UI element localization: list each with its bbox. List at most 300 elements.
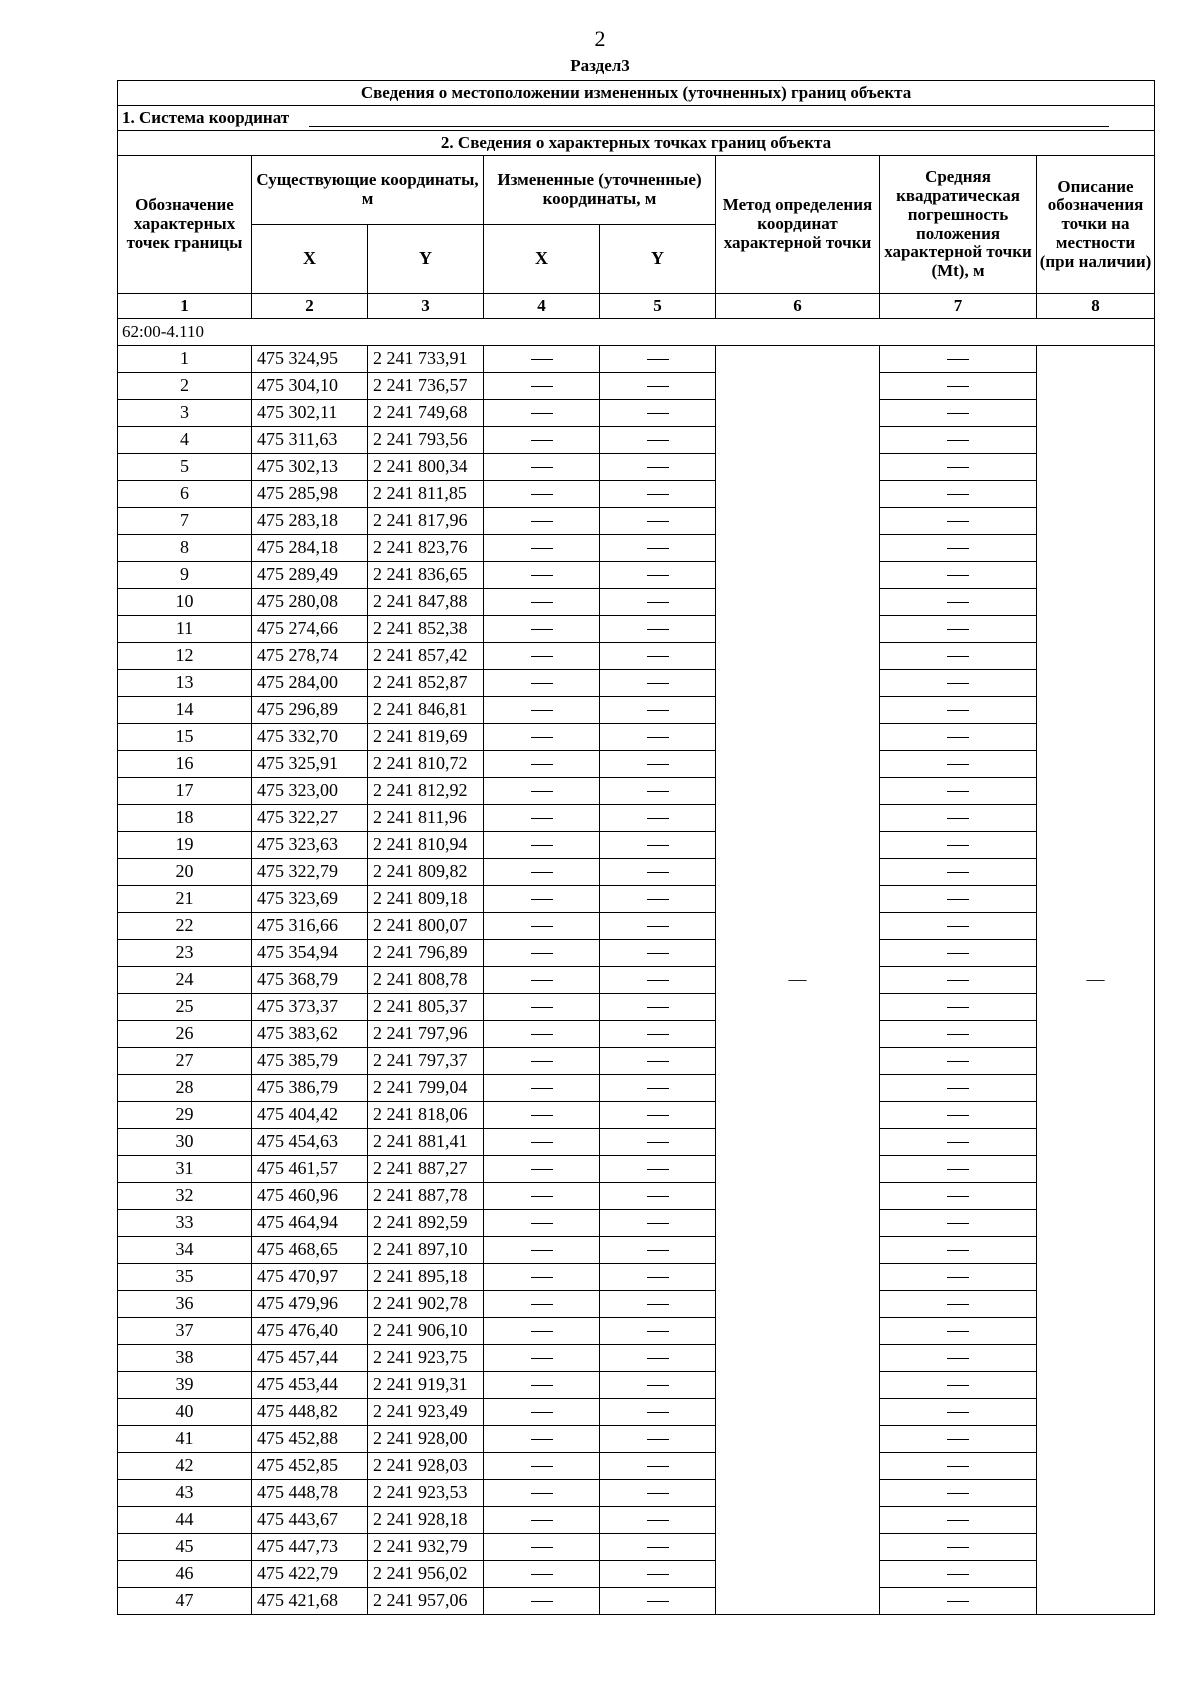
existing-y: 2 241 895,18 bbox=[368, 1264, 484, 1291]
method-merged: — bbox=[716, 346, 880, 1615]
dash-mark bbox=[531, 575, 553, 576]
dash-mark bbox=[947, 548, 969, 549]
dash-mark bbox=[647, 872, 669, 873]
changed-y bbox=[600, 913, 716, 940]
point-number: 23 bbox=[118, 940, 252, 967]
dash-mark bbox=[947, 467, 969, 468]
changed-x bbox=[484, 859, 600, 886]
existing-x: 475 404,42 bbox=[252, 1102, 368, 1129]
accuracy bbox=[880, 1102, 1037, 1129]
point-number: 46 bbox=[118, 1561, 252, 1588]
dash-mark bbox=[947, 1601, 969, 1602]
changed-y bbox=[600, 1291, 716, 1318]
existing-x: 475 385,79 bbox=[252, 1048, 368, 1075]
accuracy bbox=[880, 481, 1037, 508]
dash-mark bbox=[647, 1331, 669, 1332]
existing-y: 2 241 852,38 bbox=[368, 616, 484, 643]
changed-y bbox=[600, 1264, 716, 1291]
changed-y bbox=[600, 1021, 716, 1048]
existing-y: 2 241 796,89 bbox=[368, 940, 484, 967]
changed-x bbox=[484, 1453, 600, 1480]
table-row bbox=[118, 1129, 1155, 1156]
existing-y: 2 241 812,92 bbox=[368, 778, 484, 805]
point-number: 17 bbox=[118, 778, 252, 805]
dash-mark bbox=[947, 602, 969, 603]
dash-mark bbox=[531, 494, 553, 495]
table-row bbox=[118, 994, 1155, 1021]
dash-mark bbox=[947, 1007, 969, 1008]
changed-y bbox=[600, 751, 716, 778]
dash-mark bbox=[531, 953, 553, 954]
point-number: 36 bbox=[118, 1291, 252, 1318]
accuracy bbox=[880, 1291, 1037, 1318]
dash-mark bbox=[947, 845, 969, 846]
dash-mark bbox=[531, 737, 553, 738]
changed-x bbox=[484, 400, 600, 427]
existing-x: 475 274,66 bbox=[252, 616, 368, 643]
dash-mark bbox=[647, 1142, 669, 1143]
existing-x: 475 448,82 bbox=[252, 1399, 368, 1426]
table-title: Сведения о местоположении измененных (уточненных) границ объекта bbox=[118, 81, 1155, 106]
accuracy bbox=[880, 427, 1037, 454]
point-number: 39 bbox=[118, 1372, 252, 1399]
point-number: 26 bbox=[118, 1021, 252, 1048]
dash-mark bbox=[647, 926, 669, 927]
dash-mark bbox=[647, 1547, 669, 1548]
existing-y: 2 241 817,96 bbox=[368, 508, 484, 535]
dash-mark bbox=[947, 1088, 969, 1089]
existing-x: 475 470,97 bbox=[252, 1264, 368, 1291]
dash-mark bbox=[531, 1007, 553, 1008]
changed-y bbox=[600, 535, 716, 562]
table-row bbox=[118, 427, 1155, 454]
header-changed-y: Y bbox=[600, 225, 716, 294]
dash-mark bbox=[647, 1088, 669, 1089]
dash-mark bbox=[647, 818, 669, 819]
changed-x bbox=[484, 1480, 600, 1507]
table-row bbox=[118, 1048, 1155, 1075]
section-title: Раздел3 bbox=[570, 56, 630, 75]
existing-y: 2 241 810,94 bbox=[368, 832, 484, 859]
dash-mark bbox=[647, 845, 669, 846]
existing-x: 475 368,79 bbox=[252, 967, 368, 994]
dash-mark bbox=[647, 1061, 669, 1062]
accuracy bbox=[880, 832, 1037, 859]
existing-y: 2 241 810,72 bbox=[368, 751, 484, 778]
dash-mark bbox=[647, 494, 669, 495]
changed-x bbox=[484, 994, 600, 1021]
header-existing-coords: Существующие координаты, м bbox=[252, 156, 484, 225]
col-number-6: 6 bbox=[716, 294, 880, 319]
changed-x bbox=[484, 1507, 600, 1534]
point-number: 29 bbox=[118, 1102, 252, 1129]
existing-y: 2 241 749,68 bbox=[368, 400, 484, 427]
dash-mark bbox=[647, 683, 669, 684]
header-changed-x: X bbox=[484, 225, 600, 294]
table-row bbox=[118, 1453, 1155, 1480]
changed-y bbox=[600, 1183, 716, 1210]
header-existing-x: X bbox=[252, 225, 368, 294]
table-row bbox=[118, 724, 1155, 751]
point-number: 4 bbox=[118, 427, 252, 454]
existing-y: 2 241 733,91 bbox=[368, 346, 484, 373]
coordinate-system-blank-line bbox=[309, 112, 1109, 127]
point-number: 11 bbox=[118, 616, 252, 643]
dash-mark bbox=[647, 656, 669, 657]
existing-x: 475 302,11 bbox=[252, 400, 368, 427]
dash-mark bbox=[947, 1169, 969, 1170]
changed-x bbox=[484, 832, 600, 859]
existing-x: 475 454,63 bbox=[252, 1129, 368, 1156]
accuracy bbox=[880, 1372, 1037, 1399]
existing-y: 2 241 818,06 bbox=[368, 1102, 484, 1129]
point-number: 6 bbox=[118, 481, 252, 508]
col-number-7: 7 bbox=[880, 294, 1037, 319]
existing-x: 475 304,10 bbox=[252, 373, 368, 400]
existing-x: 475 354,94 bbox=[252, 940, 368, 967]
changed-y bbox=[600, 1156, 716, 1183]
accuracy bbox=[880, 1534, 1037, 1561]
existing-x: 475 443,67 bbox=[252, 1507, 368, 1534]
dash-mark bbox=[531, 1088, 553, 1089]
changed-x bbox=[484, 1264, 600, 1291]
existing-x: 475 453,44 bbox=[252, 1372, 368, 1399]
parcel-id: 62:00-4.110 bbox=[118, 319, 1155, 346]
changed-x bbox=[484, 1210, 600, 1237]
changed-x bbox=[484, 1048, 600, 1075]
table-row bbox=[118, 805, 1155, 832]
existing-x: 475 283,18 bbox=[252, 508, 368, 535]
col-number-8: 8 bbox=[1037, 294, 1155, 319]
changed-x bbox=[484, 1426, 600, 1453]
accuracy bbox=[880, 994, 1037, 1021]
dash-mark bbox=[947, 1493, 969, 1494]
existing-x: 475 422,79 bbox=[252, 1561, 368, 1588]
dash-mark bbox=[647, 1601, 669, 1602]
point-number: 35 bbox=[118, 1264, 252, 1291]
changed-x bbox=[484, 1534, 600, 1561]
existing-y: 2 241 836,65 bbox=[368, 562, 484, 589]
point-number: 41 bbox=[118, 1426, 252, 1453]
table-row bbox=[118, 1291, 1155, 1318]
header-changed-coords: Измененные (уточненные) координаты, м bbox=[484, 156, 716, 225]
changed-y bbox=[600, 1453, 716, 1480]
existing-x: 475 447,73 bbox=[252, 1534, 368, 1561]
dash-mark bbox=[647, 1169, 669, 1170]
changed-y bbox=[600, 454, 716, 481]
changed-x bbox=[484, 1102, 600, 1129]
dash-mark bbox=[531, 629, 553, 630]
existing-y: 2 241 819,69 bbox=[368, 724, 484, 751]
changed-x bbox=[484, 616, 600, 643]
existing-y: 2 241 923,53 bbox=[368, 1480, 484, 1507]
point-number: 9 bbox=[118, 562, 252, 589]
table-row bbox=[118, 1264, 1155, 1291]
changed-y bbox=[600, 616, 716, 643]
accuracy bbox=[880, 1399, 1037, 1426]
dash-mark bbox=[531, 1061, 553, 1062]
changed-y bbox=[600, 778, 716, 805]
point-number: 45 bbox=[118, 1534, 252, 1561]
point-number: 14 bbox=[118, 697, 252, 724]
existing-y: 2 241 928,00 bbox=[368, 1426, 484, 1453]
dash-mark bbox=[531, 656, 553, 657]
existing-x: 475 323,00 bbox=[252, 778, 368, 805]
dash-mark bbox=[647, 1493, 669, 1494]
accuracy bbox=[880, 1480, 1037, 1507]
existing-x: 475 325,91 bbox=[252, 751, 368, 778]
accuracy bbox=[880, 1048, 1037, 1075]
dash-mark bbox=[647, 1007, 669, 1008]
existing-y: 2 241 887,27 bbox=[368, 1156, 484, 1183]
dash-mark bbox=[647, 791, 669, 792]
table-row bbox=[118, 1156, 1155, 1183]
changed-x bbox=[484, 1345, 600, 1372]
existing-y: 2 241 928,03 bbox=[368, 1453, 484, 1480]
dash-mark bbox=[531, 1142, 553, 1143]
point-number: 20 bbox=[118, 859, 252, 886]
point-number: 32 bbox=[118, 1183, 252, 1210]
dash-mark bbox=[531, 440, 553, 441]
existing-x: 475 468,65 bbox=[252, 1237, 368, 1264]
dash-mark bbox=[647, 1358, 669, 1359]
existing-x: 475 460,96 bbox=[252, 1183, 368, 1210]
existing-y: 2 241 928,18 bbox=[368, 1507, 484, 1534]
existing-y: 2 241 852,87 bbox=[368, 670, 484, 697]
dash-mark bbox=[531, 1304, 553, 1305]
dash-mark bbox=[647, 1277, 669, 1278]
header-accuracy: Средняя квадратическая погрешность положения характерной точки (Mt), м bbox=[880, 156, 1037, 294]
existing-y: 2 241 805,37 bbox=[368, 994, 484, 1021]
existing-x: 475 324,95 bbox=[252, 346, 368, 373]
dash-mark bbox=[531, 1412, 553, 1413]
dash-mark bbox=[947, 926, 969, 927]
dash-mark bbox=[947, 440, 969, 441]
changed-x bbox=[484, 454, 600, 481]
point-number: 25 bbox=[118, 994, 252, 1021]
dash-mark bbox=[647, 1412, 669, 1413]
table-row bbox=[118, 1507, 1155, 1534]
dash-mark bbox=[531, 1493, 553, 1494]
dash-mark bbox=[531, 791, 553, 792]
table-row bbox=[118, 1210, 1155, 1237]
existing-x: 475 448,78 bbox=[252, 1480, 368, 1507]
table-row bbox=[118, 670, 1155, 697]
accuracy bbox=[880, 400, 1037, 427]
table-row bbox=[118, 1480, 1155, 1507]
accuracy bbox=[880, 1129, 1037, 1156]
changed-x bbox=[484, 562, 600, 589]
dash-mark bbox=[647, 710, 669, 711]
accuracy bbox=[880, 1210, 1037, 1237]
point-number: 42 bbox=[118, 1453, 252, 1480]
dash-mark bbox=[947, 1331, 969, 1332]
changed-y bbox=[600, 562, 716, 589]
dash-mark bbox=[647, 440, 669, 441]
dash-mark bbox=[647, 629, 669, 630]
table-row bbox=[118, 1075, 1155, 1102]
existing-x: 475 322,79 bbox=[252, 859, 368, 886]
changed-x bbox=[484, 1588, 600, 1615]
dash-mark bbox=[947, 656, 969, 657]
existing-y: 2 241 923,49 bbox=[368, 1399, 484, 1426]
dash-mark bbox=[531, 980, 553, 981]
dash-mark bbox=[947, 1034, 969, 1035]
table-row bbox=[118, 454, 1155, 481]
dash-mark bbox=[947, 872, 969, 873]
col-number-5: 5 bbox=[600, 294, 716, 319]
existing-x: 475 323,63 bbox=[252, 832, 368, 859]
existing-x: 475 452,88 bbox=[252, 1426, 368, 1453]
dash-mark bbox=[647, 1520, 669, 1521]
table-row bbox=[118, 1426, 1155, 1453]
dash-mark bbox=[531, 1169, 553, 1170]
existing-y: 2 241 857,42 bbox=[368, 643, 484, 670]
changed-x bbox=[484, 1318, 600, 1345]
existing-x: 475 464,94 bbox=[252, 1210, 368, 1237]
changed-x bbox=[484, 940, 600, 967]
dash-mark bbox=[647, 737, 669, 738]
dash-mark bbox=[647, 1034, 669, 1035]
point-number: 1 bbox=[118, 346, 252, 373]
col-number-4: 4 bbox=[484, 294, 600, 319]
dash-mark bbox=[531, 602, 553, 603]
existing-x: 475 383,62 bbox=[252, 1021, 368, 1048]
dash-mark bbox=[647, 1223, 669, 1224]
existing-x: 475 296,89 bbox=[252, 697, 368, 724]
point-number: 40 bbox=[118, 1399, 252, 1426]
table-row bbox=[118, 913, 1155, 940]
changed-x bbox=[484, 670, 600, 697]
points-section-header: 2. Сведения о характерных точках границ объекта bbox=[118, 131, 1155, 156]
dash-mark bbox=[947, 1196, 969, 1197]
dash-mark bbox=[947, 737, 969, 738]
dash-mark bbox=[531, 1547, 553, 1548]
existing-y: 2 241 957,06 bbox=[368, 1588, 484, 1615]
accuracy bbox=[880, 589, 1037, 616]
dash-mark bbox=[647, 467, 669, 468]
changed-y bbox=[600, 1426, 716, 1453]
dash-mark bbox=[531, 521, 553, 522]
changed-y bbox=[600, 670, 716, 697]
changed-x bbox=[484, 373, 600, 400]
dash-mark bbox=[531, 1520, 553, 1521]
table-row bbox=[118, 1318, 1155, 1345]
point-number: 7 bbox=[118, 508, 252, 535]
col-number-1: 1 bbox=[118, 294, 252, 319]
accuracy bbox=[880, 1426, 1037, 1453]
point-number: 28 bbox=[118, 1075, 252, 1102]
existing-y: 2 241 799,04 bbox=[368, 1075, 484, 1102]
changed-y bbox=[600, 886, 716, 913]
existing-x: 475 452,85 bbox=[252, 1453, 368, 1480]
existing-y: 2 241 797,37 bbox=[368, 1048, 484, 1075]
changed-y bbox=[600, 1075, 716, 1102]
changed-x bbox=[484, 643, 600, 670]
dash-mark bbox=[947, 1223, 969, 1224]
changed-y bbox=[600, 994, 716, 1021]
existing-y: 2 241 846,81 bbox=[368, 697, 484, 724]
existing-y: 2 241 823,76 bbox=[368, 535, 484, 562]
point-number: 31 bbox=[118, 1156, 252, 1183]
dash-mark bbox=[947, 575, 969, 576]
changed-y bbox=[600, 1129, 716, 1156]
point-number: 3 bbox=[118, 400, 252, 427]
changed-y bbox=[600, 1561, 716, 1588]
changed-x bbox=[484, 913, 600, 940]
point-number: 22 bbox=[118, 913, 252, 940]
changed-y bbox=[600, 589, 716, 616]
point-number: 47 bbox=[118, 1588, 252, 1615]
table-row bbox=[118, 1588, 1155, 1615]
existing-y: 2 241 800,34 bbox=[368, 454, 484, 481]
changed-y bbox=[600, 805, 716, 832]
table-row bbox=[118, 1237, 1155, 1264]
point-number: 15 bbox=[118, 724, 252, 751]
accuracy bbox=[880, 562, 1037, 589]
existing-y: 2 241 811,96 bbox=[368, 805, 484, 832]
changed-x bbox=[484, 1183, 600, 1210]
table-row bbox=[118, 1534, 1155, 1561]
table-row bbox=[118, 616, 1155, 643]
coordinate-system-row bbox=[118, 106, 1155, 131]
dash-mark bbox=[531, 1223, 553, 1224]
accuracy bbox=[880, 751, 1037, 778]
existing-y: 2 241 956,02 bbox=[368, 1561, 484, 1588]
point-number: 30 bbox=[118, 1129, 252, 1156]
accuracy bbox=[880, 535, 1037, 562]
existing-y: 2 241 902,78 bbox=[368, 1291, 484, 1318]
changed-y bbox=[600, 1372, 716, 1399]
point-number: 18 bbox=[118, 805, 252, 832]
table-row bbox=[118, 940, 1155, 967]
existing-x: 475 278,74 bbox=[252, 643, 368, 670]
existing-y: 2 241 797,96 bbox=[368, 1021, 484, 1048]
existing-y: 2 241 808,78 bbox=[368, 967, 484, 994]
existing-y: 2 241 881,41 bbox=[368, 1129, 484, 1156]
changed-y bbox=[600, 1318, 716, 1345]
dash-mark bbox=[531, 1196, 553, 1197]
point-number: 34 bbox=[118, 1237, 252, 1264]
dash-mark bbox=[531, 710, 553, 711]
dash-mark bbox=[947, 1547, 969, 1548]
existing-x: 475 289,49 bbox=[252, 562, 368, 589]
dash-mark bbox=[947, 953, 969, 954]
existing-y: 2 241 923,75 bbox=[368, 1345, 484, 1372]
changed-y bbox=[600, 1534, 716, 1561]
coordinate-system-label: 1. Система координат bbox=[122, 107, 290, 127]
table-row bbox=[118, 886, 1155, 913]
existing-x: 475 332,70 bbox=[252, 724, 368, 751]
dash-mark bbox=[647, 359, 669, 360]
changed-x bbox=[484, 805, 600, 832]
changed-x bbox=[484, 1075, 600, 1102]
table-row bbox=[118, 778, 1155, 805]
accuracy bbox=[880, 643, 1037, 670]
accuracy bbox=[880, 697, 1037, 724]
point-number: 2 bbox=[118, 373, 252, 400]
changed-y bbox=[600, 940, 716, 967]
changed-y bbox=[600, 400, 716, 427]
existing-y: 2 241 800,07 bbox=[368, 913, 484, 940]
dash-mark bbox=[531, 1331, 553, 1332]
dash-mark bbox=[647, 1466, 669, 1467]
accuracy bbox=[880, 778, 1037, 805]
dash-mark bbox=[947, 791, 969, 792]
changed-y bbox=[600, 346, 716, 373]
existing-y: 2 241 809,82 bbox=[368, 859, 484, 886]
dash-mark bbox=[947, 1250, 969, 1251]
